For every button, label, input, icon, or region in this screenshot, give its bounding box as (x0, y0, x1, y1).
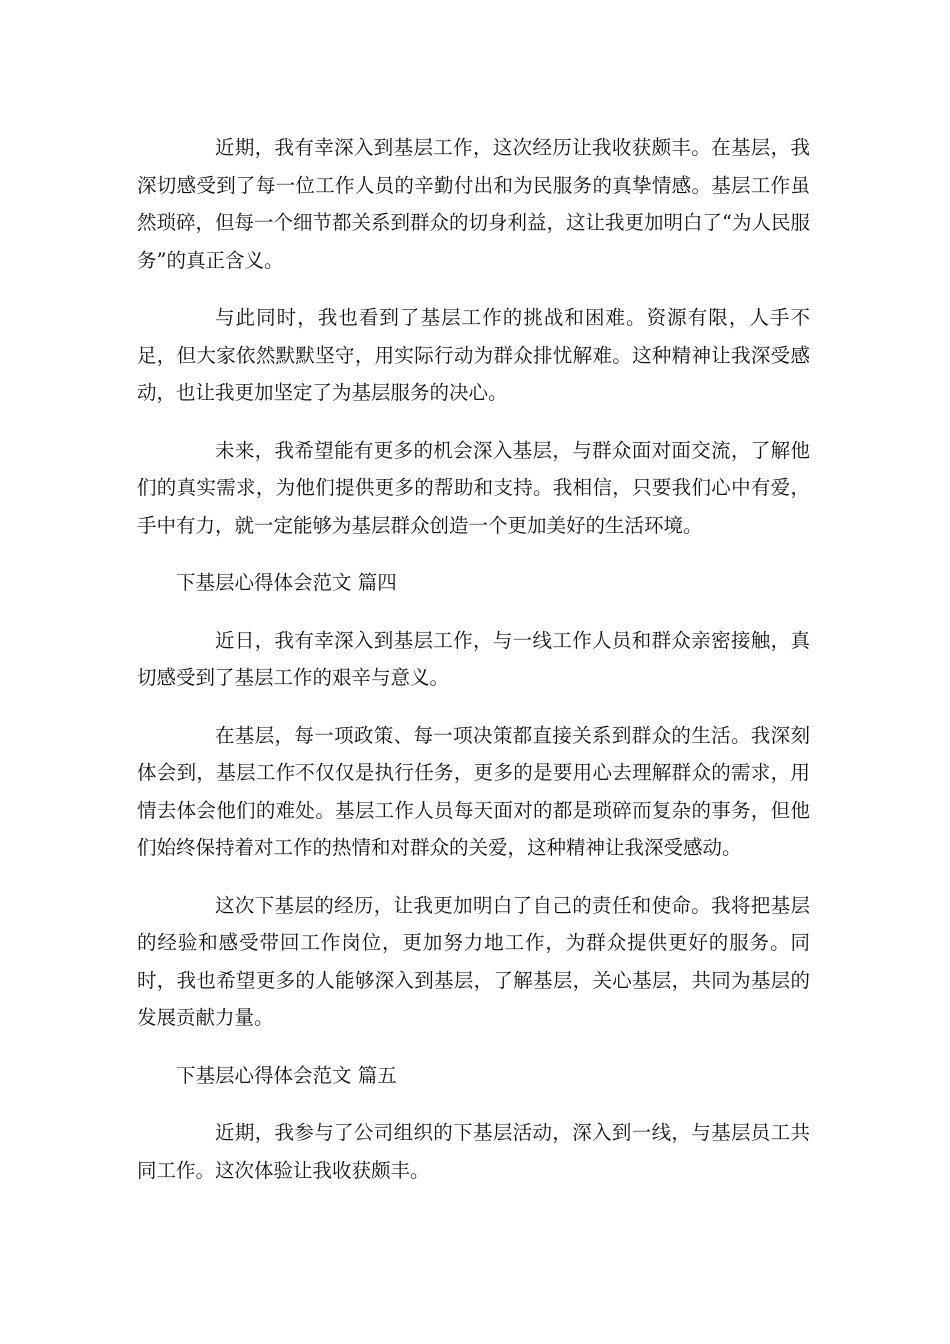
paragraph: 在基层，每一项政策、每一项决策都直接关系到群众的生活。我深刻体会到，基层工作不仅仅是执行任务，更多的是要用心去理解群众的需求，用情去体会他们的难处。基层工作人员每天面对的都是琐碎而复杂的事务，但他们始终保持着对工作的热情和对群众的关爱，这种精神让我深受感动。 (137, 723, 810, 859)
paragraph: 近期，我有幸深入到基层工作，这次经历让我收获颇丰。在基层，我深切感受到了每一位工作人员的辛勤付出和为民服务的真挚情感。基层工作虽然琐碎，但每一个细节都关系到群众的切身利益，这让我更加明白了“为人民服务”的真正含义。 (137, 136, 810, 272)
paragraph: 与此同时，我也看到了基层工作的挑战和困难。资源有限，人手不足，但大家依然默默坚守，用实际行动为群众排忧解难。这种精神让我深受感动，也让我更加坚定了为基层服务的决心。 (137, 306, 810, 404)
paragraph: 近期，我参与了公司组织的下基层活动，深入到一线，与基层员工共同工作。这次体验让我收获颇丰。 (137, 1121, 810, 1182)
paragraph: 未来，我希望能有更多的机会深入基层，与群众面对面交流，了解他们的真实需求，为他们提供更多的帮助和支持。我相信，只要我们心中有爱，手中有力，就一定能够为基层群众创造一个更加美好的生活环境。 (137, 438, 810, 537)
paragraph: 这次下基层的经历，让我更加明白了自己的责任和使命。我将把基层的经验和感受带回工作岗位，更加努力地工作，为群众提供更好的服务。同时，我也希望更多的人能够深入到基层，了解基层，关心基层，共同为基层的发展贡献力量。 (137, 893, 810, 1029)
document-body (137, 129, 810, 1209)
section-heading-5: 下基层心得体会范文 篇五 (176, 1063, 397, 1087)
section-heading-4: 下基层心得体会范文 篇四 (176, 571, 397, 594)
paragraph: 近日，我有幸深入到基层工作，与一线工作人员和群众亲密接触，真切感受到了基层工作的艰辛与意义。 (137, 628, 810, 689)
